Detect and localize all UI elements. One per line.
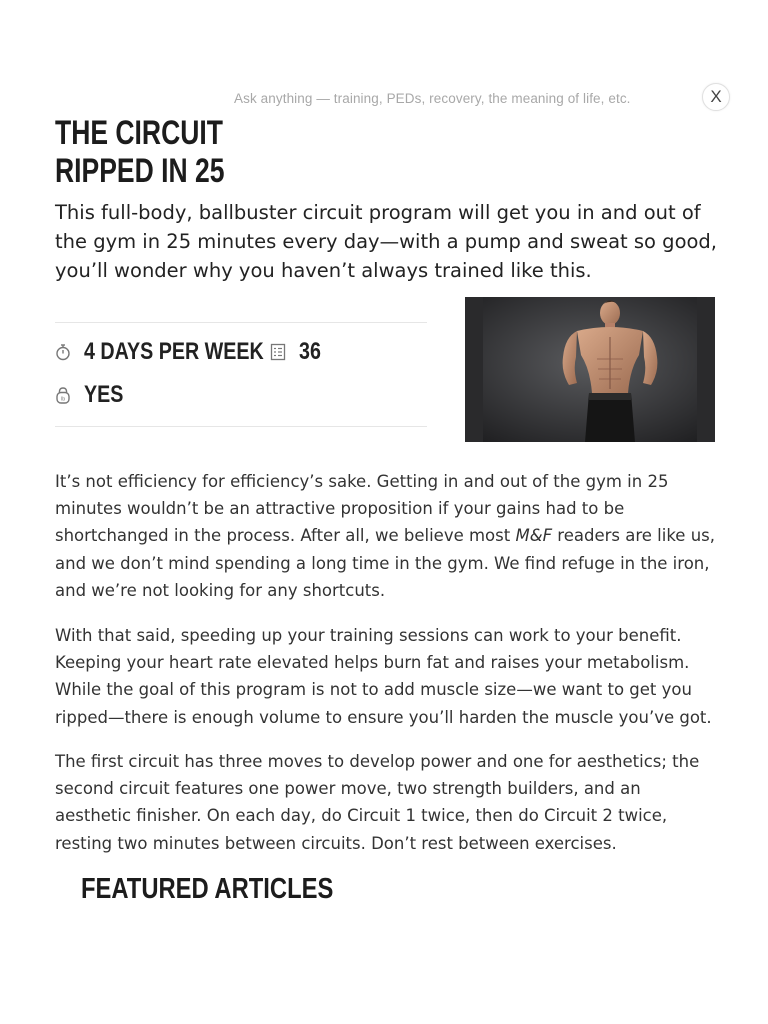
stat-frequency-value: 4 DAYS PER WEEK	[84, 338, 264, 365]
title-line-2: RIPPED IN 25	[55, 152, 225, 190]
close-icon: X	[710, 87, 722, 106]
stat-exercises	[270, 338, 326, 366]
stat-frequency	[55, 338, 303, 366]
title-line-1: THE CIRCUIT	[55, 114, 223, 152]
svg-text:lb: lb	[60, 396, 66, 403]
program-stats	[55, 322, 427, 427]
body-paragraph-3: The first circuit has three moves to develop power and one for aesthetics; the second circuit features one power move, two strength builders, and an aesthetic finisher. On each day, do Circuit 1 twice, then do Circuit 2 twice, resting two minutes between circuits. Don’t rest between exercises.	[55, 752, 700, 853]
stat-equipment-value: YES	[84, 381, 124, 408]
close-button[interactable]	[702, 83, 730, 111]
stopwatch-icon	[55, 343, 73, 361]
stat-equipment	[55, 381, 132, 409]
search-prompt[interactable]: Ask anything — training, PEDs, recovery, the meaning of life, etc.	[234, 91, 631, 106]
article-subtitle: This full-body, ballbuster circuit program will get you in and out of the gym in 25 minutes every day—with a pump and sweat so good, you’ll wonder why you haven’t always trained like this.	[55, 201, 718, 282]
featured-articles-heading: FEATURED ARTICLES	[81, 873, 334, 905]
checklist-icon	[270, 343, 288, 361]
body-paragraph-2: With that said, speeding up your training sessions can work to your benefit. Keeping your heart rate elevated helps burn fat and raises your metabolism. While the goal of this program is not to add muscle size—we want to get you ripped—there is enough volume to ensure you’ll harden the muscle you’ve got.	[55, 626, 712, 727]
body-paragraph-1: It’s not efficiency for efficiency’s sake. Getting in and out of the gym in 25 minutes wouldn’t be an attractive proposition if your gains had to be shortchanged in the process. After all, we believe most M&F readers are like us, and we don’t mind spending a long time in the gym. We find refuge in the iron, and we’re not looking for any shortcuts.	[55, 472, 715, 600]
hero-image	[465, 297, 715, 442]
stat-exercises-value: 36	[299, 338, 321, 365]
magazine-name: M&F	[515, 526, 553, 546]
article-title	[55, 114, 225, 194]
kettlebell-icon	[55, 386, 73, 404]
